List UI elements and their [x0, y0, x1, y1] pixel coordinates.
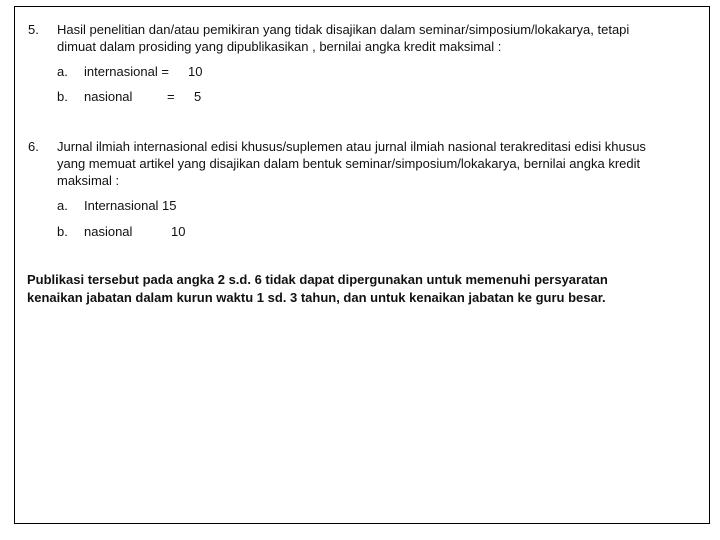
- item-5a-value: 10: [188, 64, 203, 79]
- item-6a-label: Internasional 15: [84, 198, 177, 213]
- item-6-number: 6.: [28, 139, 39, 154]
- page-frame: [14, 6, 710, 524]
- item-5b-equals: =: [167, 89, 175, 104]
- note-line-1: Publikasi tersebut pada angka 2 s.d. 6 tidak dapat dipergunakan untuk memenuhi persyaratan: [27, 272, 608, 287]
- item-5-text-line-1: Hasil penelitian dan/atau pemikiran yang tidak disajikan dalam seminar/simposium/lokakarya, tetapi: [57, 22, 630, 37]
- item-6a-letter: a.: [57, 198, 68, 213]
- item-5b-value: 5: [194, 89, 202, 104]
- item-5-text-line-2: dimuat dalam prosiding yang dipublikasikan , bernilai angka kredit maksimal :: [57, 39, 502, 54]
- item-6-text-line-1: Jurnal ilmiah internasional edisi khusus/suplemen atau jurnal ilmiah nasional terakreditasi edisi khusus: [57, 139, 646, 154]
- item-6-text-line-2: yang memuat artikel yang disajikan dalam bentuk seminar/simposium/lokakarya, bernilai angka kredit: [57, 156, 641, 171]
- item-5b-letter: b.: [57, 89, 68, 104]
- item-5a-label: internasional =: [84, 64, 169, 79]
- item-5b-label: nasional: [84, 89, 133, 104]
- item-5a-letter: a.: [57, 64, 68, 79]
- item-6-text-line-3: maksimal :: [57, 173, 120, 188]
- item-5-number: 5.: [28, 22, 39, 37]
- item-6b-label: nasional: [84, 224, 133, 239]
- item-6b-value: 10: [171, 224, 186, 239]
- item-6b-letter: b.: [57, 224, 68, 239]
- note-line-2: kenaikan jabatan dalam kurun waktu 1 sd. 3 tahun, dan untuk kenaikan jabatan ke guru besar.: [27, 290, 606, 305]
